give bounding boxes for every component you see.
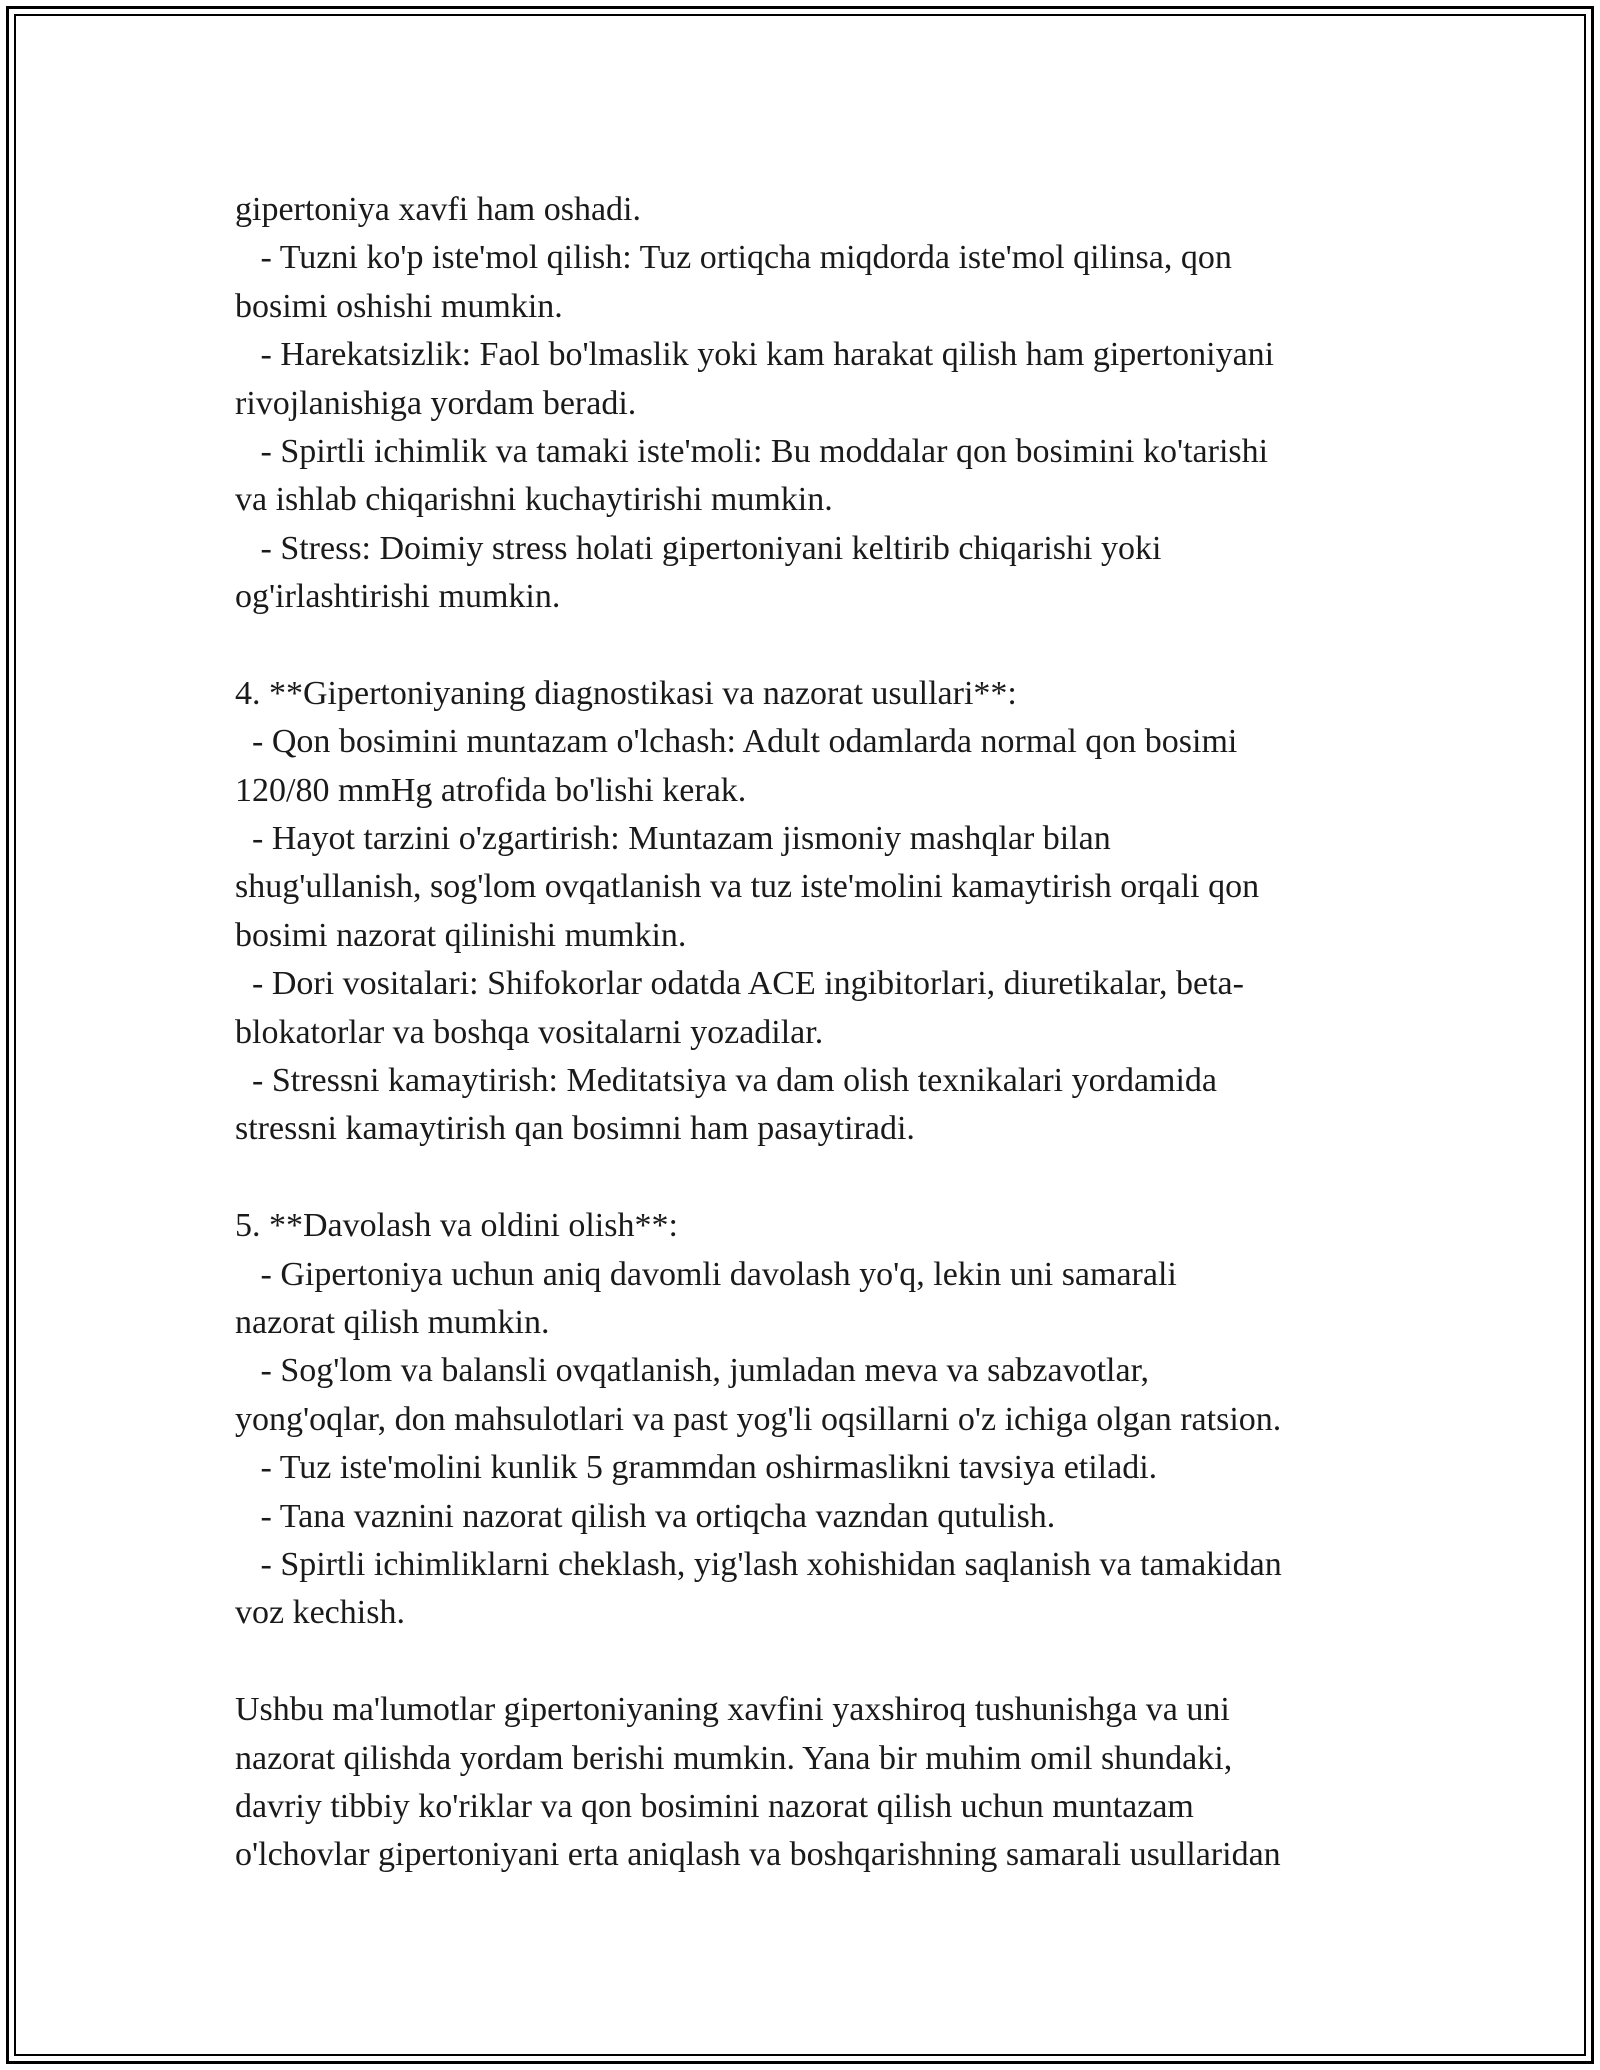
text-line: nazorat qilishda yordam berishi mumkin. Yana bir muhim omil shundaki, [235, 1739, 1233, 1777]
text-line: - Harekatsizlik: Faol bo'lmaslik yoki kam harakat qilish ham gipertoniyani [235, 336, 1275, 374]
text-line: - Spirtli ichimliklarni cheklash, yig'lash xohishidan saqlanish va tamakidan [235, 1545, 1282, 1583]
text-line: - Hayot tarzini o'zgartirish: Muntazam jismoniy mashqlar bilan [235, 820, 1111, 858]
document-body [235, 186, 1385, 1880]
text-line: - Sog'lom va balansli ovqatlanish, jumladan meva va sabzavotlar, [235, 1352, 1150, 1390]
text-line: va ishlab chiqarishni kuchaytirishi mumkin. [235, 481, 833, 519]
section-heading: 4. **Gipertoniyaning diagnostikasi va nazorat usullari**: [235, 674, 1017, 712]
text-line: nazorat qilish mumkin. [235, 1303, 550, 1341]
text-line: - Dori vositalari: Shifokorlar odatda ACE ingibitorlari, diuretikalar, beta- [235, 965, 1244, 1003]
blank-line [235, 1154, 1385, 1202]
text-line: 120/80 mmHg atrofida bo'lishi kerak. [235, 771, 747, 809]
text-line: o'lchovlar gipertoniyani erta aniqlash va boshqarishning samarali usullaridan [235, 1836, 1281, 1874]
text-line: - Qon bosimini muntazam o'lchash: Adult odamlarda normal qon bosimi [235, 723, 1238, 761]
text-line: bosimi oshishi mumkin. [235, 287, 563, 325]
text-line: voz kechish. [235, 1594, 405, 1632]
text-line: - Stressni kamaytirish: Meditatsiya va dam olish texnikalari yordamida [235, 1062, 1218, 1100]
text-line: og'irlashtirishi mumkin. [235, 578, 561, 616]
text-line: Ushbu ma'lumotlar gipertoniyaning xavfini yaxshiroq tushunishga va uni [235, 1691, 1230, 1729]
blank-line [235, 622, 1385, 670]
text-line: stressni kamaytirish qan bosimni ham pasaytiradi. [235, 1110, 915, 1148]
text-line: - Tana vaznini nazorat qilish va ortiqcha vazndan qutulish. [235, 1497, 1056, 1535]
text-line: yong'oqlar, don mahsulotlari va past yog'li oqsillarni o'z ichiga olgan ratsion. [235, 1400, 1282, 1438]
text-line: - Gipertoniya uchun aniq davomli davolash yo'q, lekin uni samarali [235, 1255, 1177, 1293]
text-line: - Spirtli ichimlik va tamaki iste'moli: Bu moddalar qon bosimini ko'tarishi [235, 432, 1269, 470]
text-line: shug'ullanish, sog'lom ovqatlanish va tuz iste'molini kamaytirish orqali qon [235, 868, 1260, 906]
text-line: - Tuz iste'molini kunlik 5 grammdan oshirmaslikni tavsiya etiladi. [235, 1449, 1158, 1487]
section-heading: 5. **Davolash va oldini olish**: [235, 1207, 678, 1245]
blank-line [235, 1638, 1385, 1686]
text-line: blokatorlar va boshqa vositalarni yozadilar. [235, 1013, 824, 1051]
text-line: bosimi nazorat qilinishi mumkin. [235, 916, 687, 954]
text-line: - Tuzni ko'p iste'mol qilish: Tuz ortiqcha miqdorda iste'mol qilinsa, qon [235, 239, 1232, 277]
text-line: gipertoniya xavfi ham oshadi. [235, 191, 642, 228]
text-line: - Stress: Doimiy stress holati gipertoniyani keltirib chiqarishi yoki [235, 529, 1162, 567]
text-line: rivojlanishiga yordam beradi. [235, 384, 637, 422]
text-line: davriy tibbiy ko'riklar va qon bosimini nazorat qilish uchun muntazam [235, 1787, 1194, 1825]
